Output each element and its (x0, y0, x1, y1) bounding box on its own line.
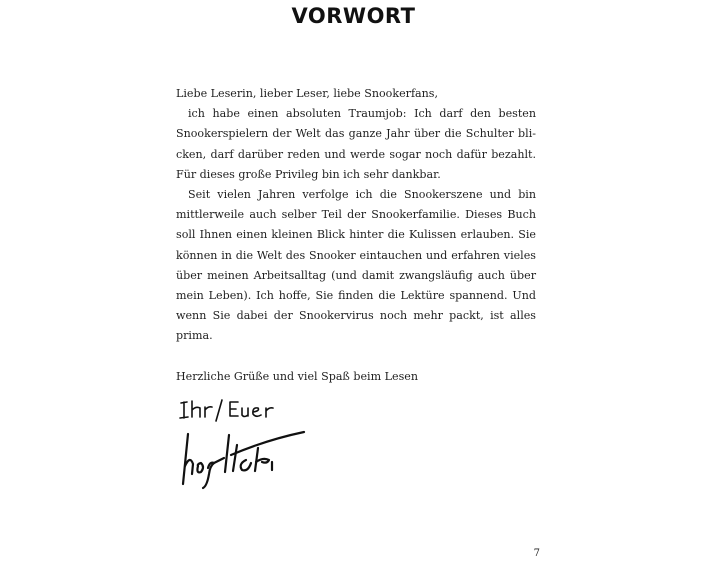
text-line: über meinen Arbeitsalltag (und damit zwangsläufig auch über (176, 268, 536, 282)
text-line: soll Ihnen einen kleinen Blick hinter die Kulissen erlauben. Sie (176, 228, 536, 242)
text-line: cken, darf darüber reden und werde sogar noch dafür bezahlt. (176, 147, 536, 161)
handwritten-signature (176, 422, 306, 492)
text-line: mittlerweile auch selber Teil der Snookerfamilie. Dieses Buch (176, 208, 536, 222)
salutation: Liebe Leserin, lieber Leser, liebe Snookerfans, (176, 87, 439, 100)
closing-line: Herzliche Grüße und viel Spaß beim Lesen (176, 369, 418, 383)
page-title: VORWORT (291, 4, 416, 28)
paragraph-gap (176, 347, 536, 367)
text-line: wenn Sie dabei der Snookervirus noch mehr packt, ist alles (176, 309, 536, 323)
text-line: können in die Welt des Snooker eintauchen und erfahren vieles (176, 248, 536, 262)
text-line: Snookerspielern der Welt das ganze Jahr über die Schulter bli- (176, 127, 536, 141)
text-line: prima. (176, 329, 213, 343)
foreword-text (176, 84, 536, 387)
page-number: 7 (533, 548, 540, 559)
text-line: mein Leben). Ich hoffe, Sie finden die Lektüre spannend. Und (176, 289, 536, 303)
text-line: Für dieses große Privileg bin ich sehr dankbar. (176, 167, 441, 181)
text-line: ich habe einen absoluten Traumjob: Ich darf den besten (188, 107, 536, 121)
text-line: Seit vielen Jahren verfolge ich die Snookerszene und bin (188, 188, 536, 202)
